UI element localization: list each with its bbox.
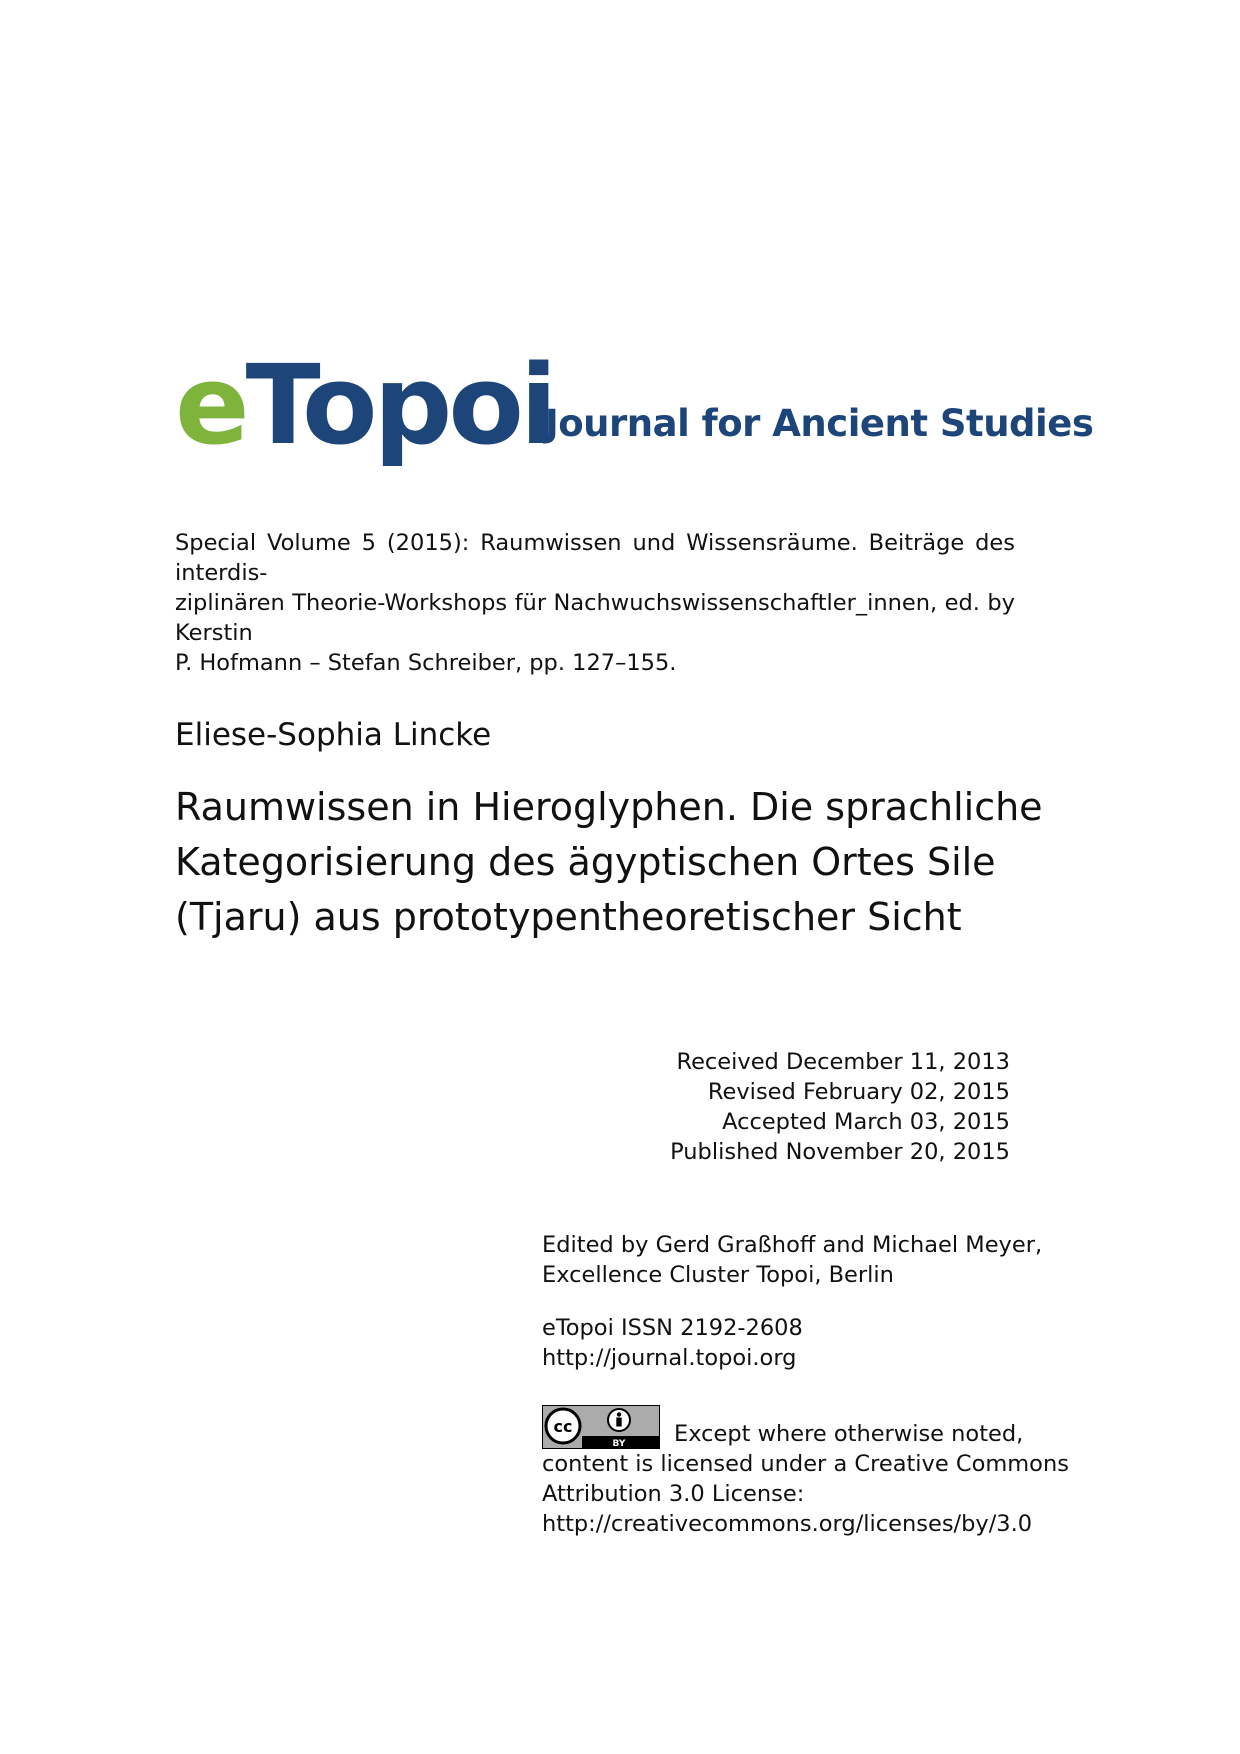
- logo-topoi: Topoi: [245, 341, 554, 469]
- title-line: (Tjaru) aus prototypentheoretischer Sicht: [175, 895, 962, 939]
- logo-e: e: [175, 341, 246, 469]
- title-line: Raumwissen in Hieroglyphen. Die sprachliche: [175, 785, 1043, 829]
- license-block: [542, 1405, 1069, 1539]
- date-revised: Revised February 02, 2015: [707, 1079, 1010, 1105]
- cc-badge-text: cc: [553, 1417, 573, 1436]
- editors-block: [542, 1230, 1042, 1290]
- issn: eTopoi ISSN 2192-2608: [542, 1315, 803, 1341]
- cc-by-badge-icon[interactable]: [542, 1405, 660, 1449]
- license-first-line: [542, 1405, 1024, 1449]
- logo-wordmark: [175, 340, 554, 470]
- title-line: Kategorisierung des ägyptischen Ortes Sile: [175, 840, 996, 884]
- journal-url-link[interactable]: http://journal.topoi.org: [542, 1345, 797, 1371]
- by-badge-text: BY: [612, 1439, 626, 1449]
- license-line: Attribution 3.0 License:: [542, 1481, 805, 1507]
- volume-info-line: ziplinären Theorie-Workshops für Nachwuchswissenschaftler_innen, ed. by Kerstin: [175, 590, 1015, 646]
- volume-info-line: Special Volume 5 (2015): Raumwissen und Wissensräume. Beiträge des interdis-: [175, 530, 1015, 586]
- editors-line: Edited by Gerd Graßhoff and Michael Meyer,: [542, 1232, 1043, 1258]
- volume-info: [175, 528, 1015, 678]
- date-accepted: Accepted March 03, 2015: [722, 1109, 1010, 1135]
- license-line: content is licensed under a Creative Commons: [542, 1451, 1069, 1477]
- license-line: Except where otherwise noted,: [674, 1421, 1024, 1447]
- journal-logo: [175, 340, 1094, 470]
- publication-dates: [670, 1047, 1010, 1167]
- date-published: Published November 20, 2015: [670, 1139, 1010, 1165]
- date-received: Received December 11, 2013: [676, 1049, 1010, 1075]
- article-title: [175, 780, 1055, 945]
- journal-info: [542, 1313, 803, 1373]
- author-name: Eliese-Sophia Lincke: [175, 717, 492, 753]
- license-url-link[interactable]: http://creativecommons.org/licenses/by/3.0: [542, 1511, 1033, 1537]
- editors-line: Excellence Cluster Topoi, Berlin: [542, 1262, 894, 1288]
- volume-info-line: P. Hofmann – Stefan Schreiber, pp. 127–155.: [175, 650, 677, 676]
- journal-subtitle: Journal for Ancient Studies: [545, 402, 1094, 445]
